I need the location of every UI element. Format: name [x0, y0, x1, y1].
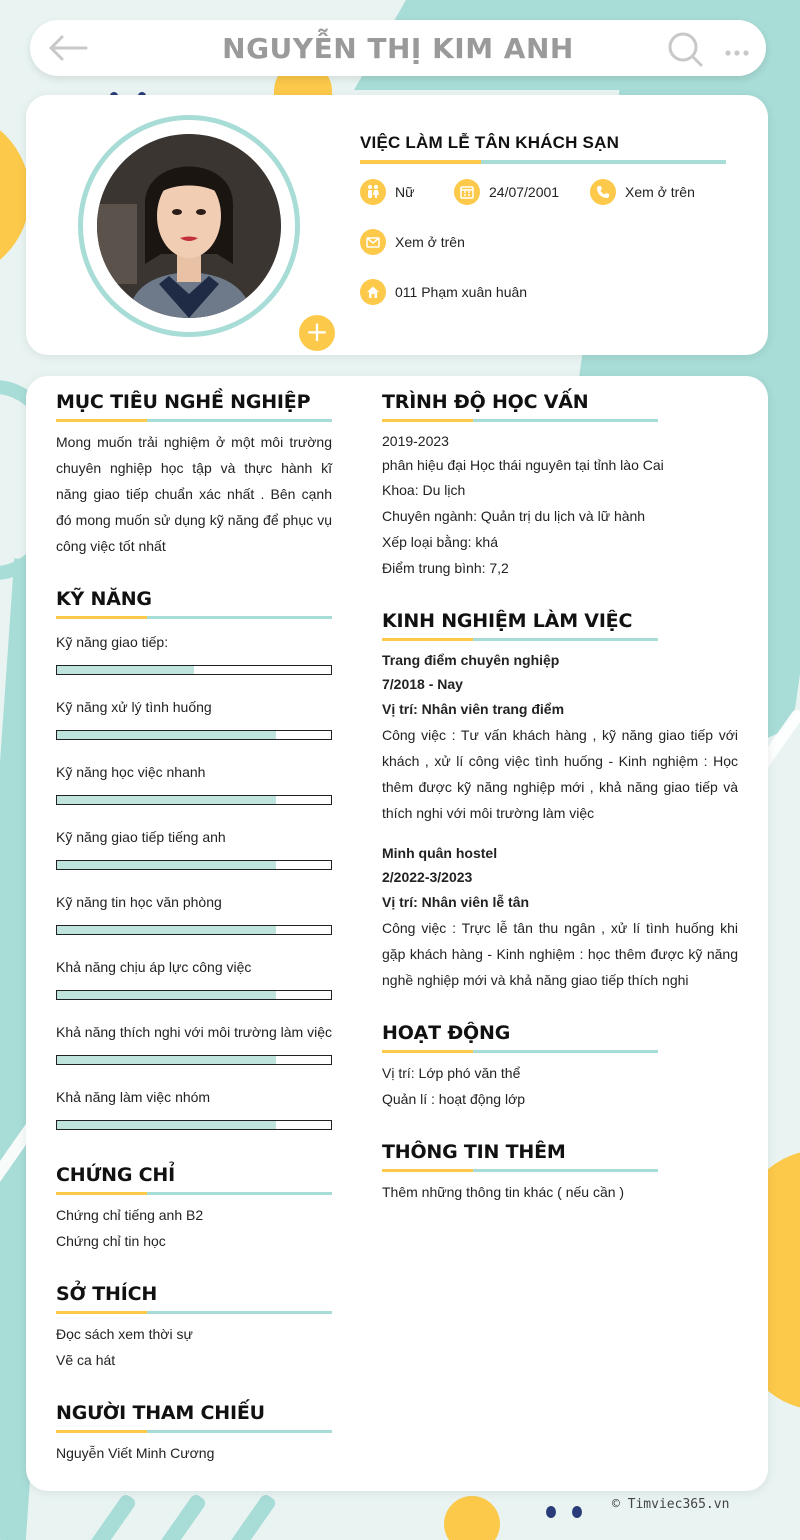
phone-icon [590, 179, 616, 205]
title-underline [360, 160, 726, 164]
education-line: phân hiệu đại Học thái nguyên tại tỉnh lào Cai [382, 457, 664, 473]
skill-fill [57, 991, 276, 999]
list-item: Nguyễn Viết Minh Cương [56, 1445, 215, 1461]
calendar-icon [454, 179, 480, 205]
skill-label: Khả năng làm việc nhóm [56, 1089, 211, 1105]
list-item: Chứng chỉ tiếng anh B2 [56, 1207, 204, 1223]
skill-label: Kỹ năng học việc nhanh [56, 764, 206, 780]
objective-text: Mong muốn trải nghiệm ở một môi trường chuyên nghiệp học tập và thực hành kĩ năng giao tiếp chuẩn xác nhất . Bên cạnh đó mong muốn sử dụng kỹ năng để phục vụ công việc tốt nhất [56, 434, 332, 554]
page-title: NGUYỄN THỊ KIM ANH [222, 32, 574, 65]
skill-label: Kỹ năng giao tiếp tiếng anh [56, 829, 226, 845]
education-line: Chuyên ngành: Quản trị du lịch và lữ hành [382, 508, 646, 524]
skill-fill [57, 666, 194, 674]
gender-info [360, 179, 414, 205]
cv-body-card [26, 376, 768, 1491]
education-line: Điểm trung bình: 7,2 [382, 560, 509, 576]
job-period: 2/2022-3/2023 [382, 869, 473, 885]
list-item: Đọc sách xem thời sự [56, 1326, 193, 1342]
job-position: Vị trí: Nhân viên trang điểm [382, 701, 565, 717]
skill-label: Khả năng chịu áp lực công việc [56, 959, 252, 975]
list-item: Chứng chỉ tin học [56, 1233, 166, 1249]
skill-bar [56, 665, 332, 675]
references-title: NGƯỜI THAM CHIẾU [56, 1402, 265, 1424]
avatar[interactable] [97, 134, 281, 318]
skill-bar [56, 925, 332, 935]
job-position: Vị trí: Nhân viên lễ tân [382, 894, 530, 910]
plus-icon[interactable]: + [299, 315, 335, 351]
more-info-title: THÔNG TIN THÊM [382, 1141, 566, 1163]
address-info [360, 279, 527, 305]
more-dots-icon[interactable] [724, 44, 750, 52]
activities-underline [382, 1050, 658, 1053]
skill-bar [56, 1055, 332, 1065]
gender-value: Nữ [395, 184, 415, 200]
home-icon [360, 279, 386, 305]
education-line: Xếp loại bằng: khá [382, 534, 498, 550]
skill-label: Kỹ năng giao tiếp: [56, 634, 169, 650]
education-line: Khoa: Du lịch [382, 482, 466, 498]
certificates-title: CHỨNG CHỈ [56, 1164, 175, 1186]
skills-underline [56, 616, 332, 619]
list-item: Vẽ ca hát [56, 1352, 116, 1368]
job-description: Công việc : Tư vấn khách hàng , kỹ năng giao tiếp với khách , xử lí công việc tình huống - Kinh nghiệm : Học thêm được kỹ năng nghiệp mới , khả năng giao tiếp và thích nghi với môi trường làm việc [382, 727, 738, 821]
activities-title: HOẠT ĐỘNG [382, 1022, 511, 1044]
skill-label: Khả năng thích nghi với môi trường làm việc [56, 1024, 332, 1040]
skill-bar [56, 730, 332, 740]
email-value: Xem ở trên [395, 234, 465, 250]
objective-underline [56, 419, 332, 422]
phone-info [590, 179, 695, 205]
skill-fill [57, 796, 276, 804]
skill-bar [56, 860, 332, 870]
more-info-line: Thêm những thông tin khác ( nếu cần ) [382, 1184, 625, 1200]
hobbies-title: SỞ THÍCH [56, 1283, 158, 1305]
references-underline [56, 1430, 332, 1433]
education-underline [382, 419, 658, 422]
skill-fill [57, 731, 276, 739]
email-icon [360, 229, 386, 255]
more-info-underline [382, 1169, 658, 1172]
skill-fill [57, 861, 276, 869]
footer-credit: © Timviec365.vn [612, 1497, 730, 1512]
objective-title: MỤC TIÊU NGHỀ NGHIỆP [56, 391, 311, 413]
skill-fill [57, 1056, 276, 1064]
skill-bar [56, 990, 332, 1000]
skill-bar [56, 795, 332, 805]
search-icon[interactable] [666, 30, 704, 68]
job-company: Trang điểm chuyên nghiệp [382, 652, 560, 668]
job-company: Minh quân hostel [382, 845, 498, 861]
activity-line: Quản lí : hoạt động lớp [382, 1091, 526, 1107]
job-period: 7/2018 - Nay [382, 676, 463, 692]
header-bar [30, 20, 766, 76]
certificates-underline [56, 1192, 332, 1195]
gender-icon [360, 179, 386, 205]
profile-card [26, 95, 768, 355]
education-line: 2019-2023 [382, 433, 449, 449]
birthday-info [454, 179, 559, 205]
skills-title: KỸ NĂNG [56, 588, 152, 610]
job-description: Công việc : Trực lễ tân thu ngân , xử lí tình huống khi gặp khách hàng - Kinh nghiệm : học thêm được kỹ năng nghề nghiệp mới và khả năng giao tiếp thích nghi [382, 920, 738, 988]
experience-title: KINH NGHIỆM LÀM VIỆC [382, 610, 633, 632]
avatar-frame [78, 115, 329, 348]
birthday-value: 24/07/2001 [489, 184, 560, 200]
skill-fill [57, 1121, 276, 1129]
address-value: 011 Phạm xuân huân [395, 284, 528, 300]
phone-value: Xem ở trên [625, 184, 695, 200]
skill-label: Kỹ năng xử lý tình huống [56, 699, 212, 715]
job-title: VIỆC LÀM LỄ TÂN KHÁCH SẠN [360, 133, 620, 152]
skill-fill [57, 926, 276, 934]
email-info [360, 229, 465, 255]
education-title: TRÌNH ĐỘ HỌC VẤN [382, 391, 589, 413]
experience-underline [382, 638, 658, 641]
skill-bar [56, 1120, 332, 1130]
skill-label: Kỹ năng tin học văn phòng [56, 894, 222, 910]
activity-line: Vị trí: Lớp phó văn thể [382, 1065, 521, 1081]
hobbies-underline [56, 1311, 332, 1314]
